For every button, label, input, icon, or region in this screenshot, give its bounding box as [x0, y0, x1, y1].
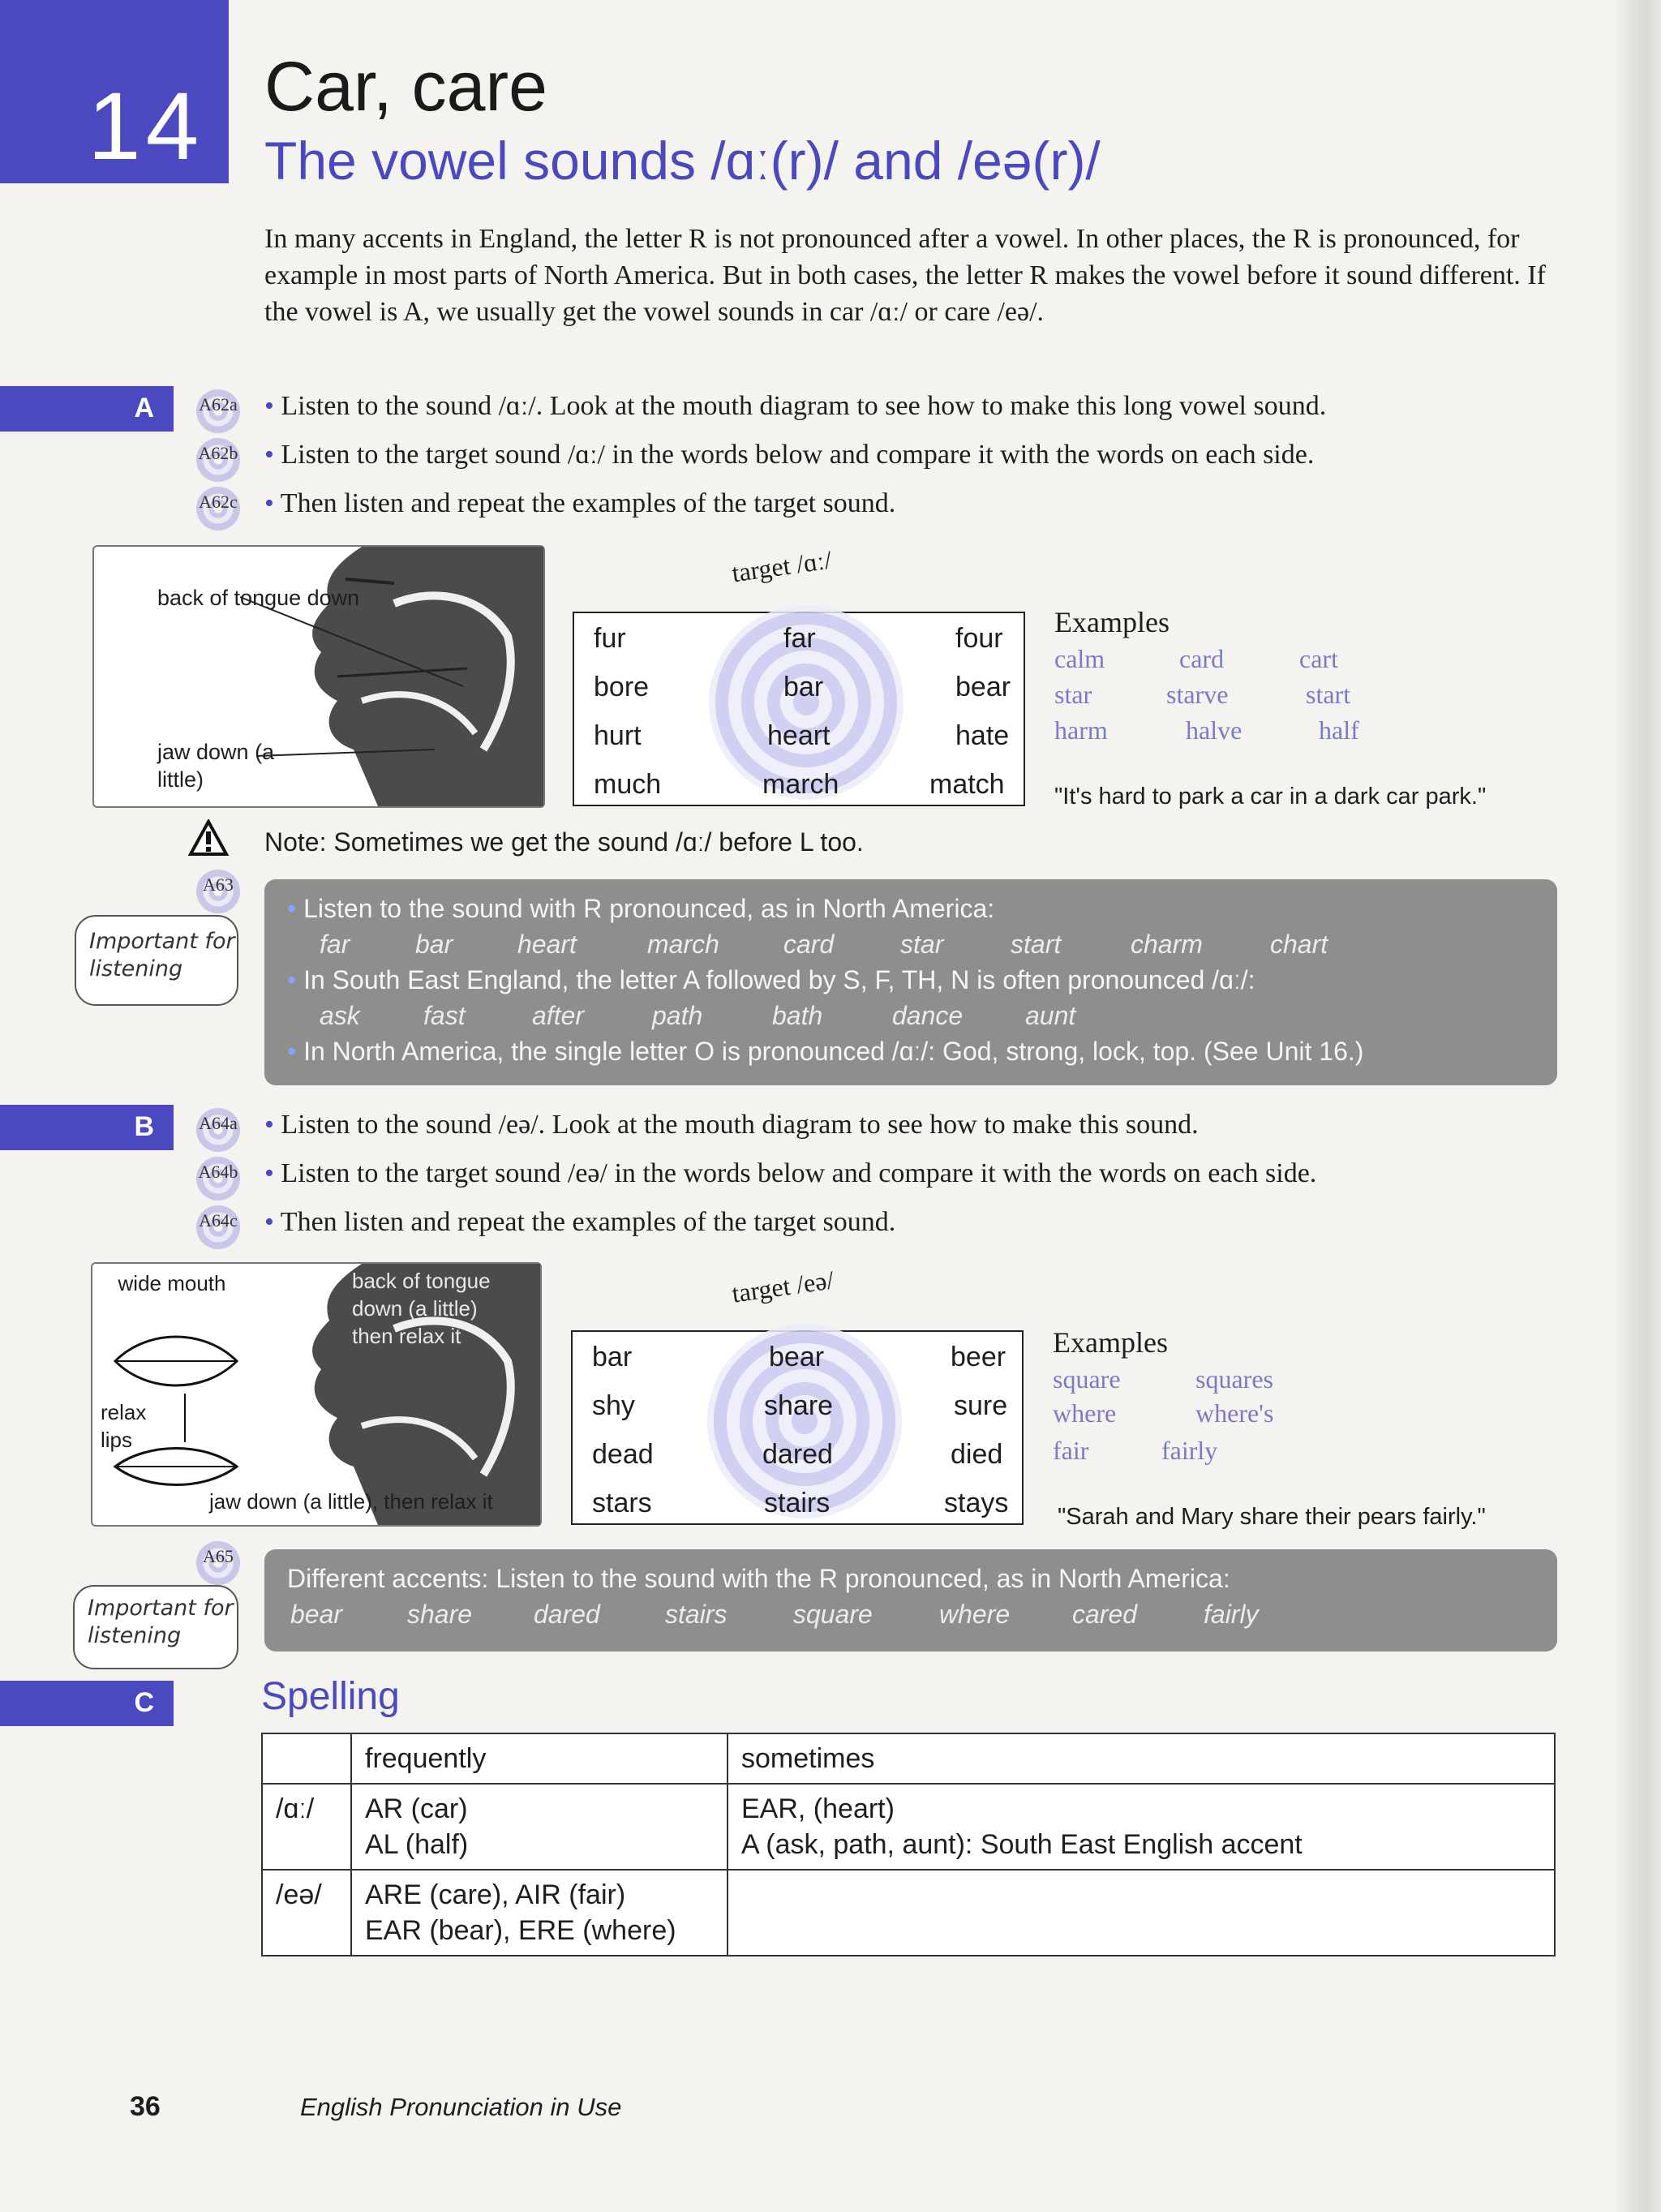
example-word: star: [1054, 680, 1092, 709]
track-code: A64a: [199, 1113, 238, 1133]
instruction-text: Then listen and repeat the examples of the target sound.: [280, 488, 896, 518]
warning-icon: [188, 819, 229, 857]
jaw-label: jaw down (a little): [157, 740, 275, 792]
spelling-pattern: EAR, (heart): [741, 1793, 895, 1824]
listening-word: dared: [534, 1600, 600, 1629]
instruction-line: • Listen to the sound /ɑː/. Look at the mouth diagram to see how to make this long vowel sound.: [264, 391, 1327, 421]
word-table-a: [573, 612, 1025, 806]
example-word: square: [1053, 1364, 1121, 1394]
listening-box-a: [264, 879, 1557, 1085]
audio-track-icon[interactable]: [190, 1204, 243, 1239]
spelling-pattern: ARE (care), AIR (fair): [365, 1879, 626, 1910]
section-b-letter: B: [134, 1111, 154, 1142]
instruction-line: • Then listen and repeat the examples of the target sound.: [264, 1207, 896, 1237]
word-cell: stars: [592, 1488, 652, 1518]
tongue-label: back of tongue down: [157, 586, 360, 610]
example-quote: "Sarah and Mary share their pears fairly.": [1058, 1504, 1486, 1530]
listening-word: bath: [772, 1001, 823, 1030]
spelling-pattern: A (ask, path, aunt): South East English accent: [741, 1829, 1303, 1860]
unit-subtitle: The vowel sounds /ɑː(r)/ and /eə(r)/: [264, 131, 1101, 191]
section-c-tab: [0, 1681, 174, 1726]
word-cell: died: [951, 1439, 1003, 1470]
listening-word: ask: [320, 1001, 360, 1030]
target-word: heart: [767, 720, 830, 751]
important-for-listening-bubble: [75, 915, 238, 1006]
listening-word: stairs: [665, 1600, 727, 1629]
listening-word: star: [900, 930, 944, 959]
section-a-letter: A: [134, 393, 154, 423]
listening-line: • In North America, the single letter O is pronounced /ɑː/: God, strong, lock, top. (See Unit 16.): [287, 1037, 1364, 1066]
instruction-text: Listen to the sound /ɑː/. Look at the mouth diagram to see how to make this long vowel sound.: [281, 391, 1327, 421]
word-cell: hate: [955, 720, 1010, 751]
sometimes-cell: [727, 1784, 1555, 1870]
sometimes-cell: [727, 1870, 1555, 1956]
target-word: bar: [783, 672, 824, 702]
example-word: calm: [1054, 644, 1105, 673]
listening-word: dance: [892, 1001, 964, 1030]
section-a-tab: [0, 386, 174, 432]
example-quote: "It's hard to park a car in a dark car park.": [1054, 784, 1487, 810]
example-word: half: [1319, 715, 1359, 745]
audio-track-icon[interactable]: [190, 1106, 243, 1142]
listening-word: start: [1011, 930, 1062, 959]
example-word: harm: [1054, 715, 1108, 745]
audio-track-icon[interactable]: [190, 868, 243, 904]
table-header-row: [262, 1733, 1555, 1784]
word-cell: sure: [954, 1390, 1008, 1421]
unit-title: Car, care: [264, 48, 547, 126]
listening-word: cared: [1072, 1600, 1138, 1629]
word-cell: dead: [592, 1439, 654, 1470]
audio-track-icon[interactable]: [190, 388, 243, 423]
listening-text: Different accents: Listen to the sound with the R pronounced, as in North America:: [287, 1564, 1230, 1593]
instruction-text: Listen to the target sound /ɑː/ in the words below and compare it with the words on each side.: [281, 440, 1315, 470]
track-code: A64b: [198, 1162, 238, 1182]
bubble-text: Important for listening: [88, 1596, 234, 1648]
examples-title: Examples: [1054, 606, 1170, 638]
instruction-text: Listen to the target sound /eə/ in the words below and compare it with the words on each side.: [281, 1158, 1317, 1188]
target-word: far: [783, 623, 816, 654]
listening-text: In North America, the single letter O is pronounced /ɑː/: God, strong, lock, top. (See Unit 16.): [303, 1037, 1364, 1066]
listening-word: after: [532, 1001, 585, 1030]
listening-word: bear: [290, 1600, 343, 1629]
listening-word: path: [652, 1001, 703, 1030]
instruction-line: • Listen to the target sound /eə/ in the words below and compare it with the words on each side.: [264, 1158, 1317, 1188]
spelling-pattern: EAR (bear), ERE (where): [365, 1915, 676, 1946]
instruction-text: Listen to the sound /eə/. Look at the mouth diagram to see how to make this sound.: [281, 1110, 1199, 1140]
tongue-label: back of tongue down (a little) then relax it: [352, 1269, 491, 1348]
word-cell: shy: [592, 1390, 635, 1421]
jaw-label: jaw down (a little), then relax it: [209, 1489, 493, 1514]
target-word: share: [764, 1390, 834, 1421]
listening-word: fairly: [1204, 1600, 1259, 1629]
spelling-title: Spelling: [261, 1675, 400, 1718]
word-table-b: [571, 1330, 1024, 1525]
spelling-table: [261, 1733, 1556, 1956]
intro-paragraph: In many accents in England, the letter R is not pronounced after a vowel. In other places, the R is pronounced, for example in most parts of North America. But in both cases, the letter R makes the vowel before it sound different. If the vowel is A, we usually get the vowel sounds in car /ɑː/ or care /eə/.: [264, 224, 1546, 327]
track-code: A65: [203, 1546, 234, 1566]
unit-number: 14: [88, 73, 204, 180]
spelling-pattern: AL (half): [365, 1829, 469, 1860]
listening-word: where: [939, 1600, 1011, 1629]
listening-word: square: [793, 1600, 873, 1629]
example-word: fair: [1053, 1436, 1089, 1465]
word-cell: much: [594, 769, 662, 800]
listening-text: In South East England, the letter A followed by S, F, TH, N is often pronounced /ɑː/:: [303, 965, 1255, 994]
listening-word: card: [783, 930, 835, 959]
listening-word: share: [407, 1600, 473, 1629]
target-word: dared: [762, 1439, 833, 1470]
listening-text: Listen to the sound with R pronounced, as in North America:: [303, 894, 995, 923]
book-title: English Pronunciation in Use: [300, 2093, 622, 2121]
examples-title: Examples: [1053, 1326, 1168, 1359]
bubble-text: Important for listening: [89, 929, 235, 981]
mouth-diagram-b: [91, 1262, 542, 1527]
listening-line: • In South East England, the letter A followed by S, F, TH, N is often pronounced /ɑː/:: [287, 965, 1255, 994]
word-cell: bore: [594, 672, 650, 702]
sound-cell: /eə/: [262, 1870, 351, 1956]
mouth-diagram-a: [92, 545, 545, 808]
listening-line: • Listen to the sound with R pronounced, as in North America:: [287, 894, 995, 923]
example-word: where: [1053, 1398, 1117, 1428]
word-cell: beer: [951, 1342, 1006, 1372]
relax-lips-label: relax lips: [101, 1400, 147, 1452]
example-word: halve: [1186, 715, 1243, 745]
frequently-cell: [351, 1870, 727, 1956]
page-curl-shadow: [1612, 0, 1661, 2212]
word-cell: four: [955, 623, 1003, 654]
instruction-line: • Listen to the target sound /ɑː/ in the words below and compare it with the words on each side.: [264, 440, 1315, 470]
example-word: starve: [1166, 680, 1229, 709]
listening-word: chart: [1270, 930, 1328, 959]
audio-track-icon[interactable]: [190, 485, 243, 521]
example-word: where's: [1195, 1398, 1274, 1428]
target-word: stairs: [764, 1488, 830, 1518]
listening-word: fast: [423, 1001, 466, 1030]
instruction-text: Then listen and repeat the examples of the target sound.: [280, 1207, 896, 1237]
note-text: Note: Sometimes we get the sound /ɑː/ before L too.: [264, 827, 864, 857]
listening-box-b: [264, 1549, 1557, 1651]
page-number: 36: [130, 2091, 161, 2122]
instruction-line: • Then listen and repeat the examples of the target sound.: [264, 488, 896, 518]
track-code: A64c: [199, 1210, 238, 1231]
section-c-letter: C: [134, 1687, 154, 1718]
header-cell: sometimes: [727, 1733, 1555, 1784]
spelling-pattern: AR (car): [365, 1793, 468, 1824]
instruction-line: • Listen to the sound /eə/. Look at the mouth diagram to see how to make this sound.: [264, 1110, 1199, 1140]
target-word: march: [762, 769, 839, 800]
target-word: bear: [769, 1342, 825, 1372]
listening-word: bar: [415, 930, 453, 959]
example-word: squares: [1195, 1364, 1273, 1394]
listening-word: aunt: [1025, 1001, 1076, 1030]
example-word: start: [1306, 680, 1351, 709]
target-label: target /ɑː/: [730, 544, 834, 588]
table-row: [262, 1870, 1555, 1956]
table-row: [262, 1784, 1555, 1870]
word-cell: bar: [592, 1342, 633, 1372]
example-word: cart: [1299, 644, 1338, 673]
track-code: A62a: [199, 394, 238, 414]
track-code: A62c: [199, 492, 238, 512]
word-cell: hurt: [594, 720, 642, 751]
word-cell: bear: [955, 672, 1011, 702]
track-code: A62b: [198, 443, 238, 463]
word-cell: fur: [594, 623, 626, 654]
frequently-cell: [351, 1784, 727, 1870]
audio-track-icon[interactable]: [190, 436, 243, 472]
section-b-tab: [0, 1105, 174, 1150]
listening-word: march: [647, 930, 719, 959]
listening-word: far: [320, 930, 350, 959]
header-cell: frequently: [351, 1733, 727, 1784]
header-cell: [262, 1733, 351, 1784]
target-label: target /eə/: [730, 1265, 836, 1308]
wide-mouth-label: wide mouth: [118, 1271, 226, 1295]
audio-track-icon[interactable]: [190, 1540, 243, 1575]
audio-track-icon[interactable]: [190, 1155, 243, 1191]
example-word: card: [1179, 644, 1225, 673]
sound-cell: /ɑː/: [262, 1784, 351, 1870]
important-for-listening-bubble: [73, 1585, 238, 1669]
pointer-lines: [94, 547, 543, 806]
listening-word: heart: [517, 930, 577, 959]
listening-word: charm: [1131, 930, 1203, 959]
example-word: fairly: [1161, 1436, 1218, 1465]
word-cell: stays: [944, 1488, 1009, 1518]
track-code: A63: [203, 874, 234, 895]
word-cell: match: [929, 769, 1005, 800]
